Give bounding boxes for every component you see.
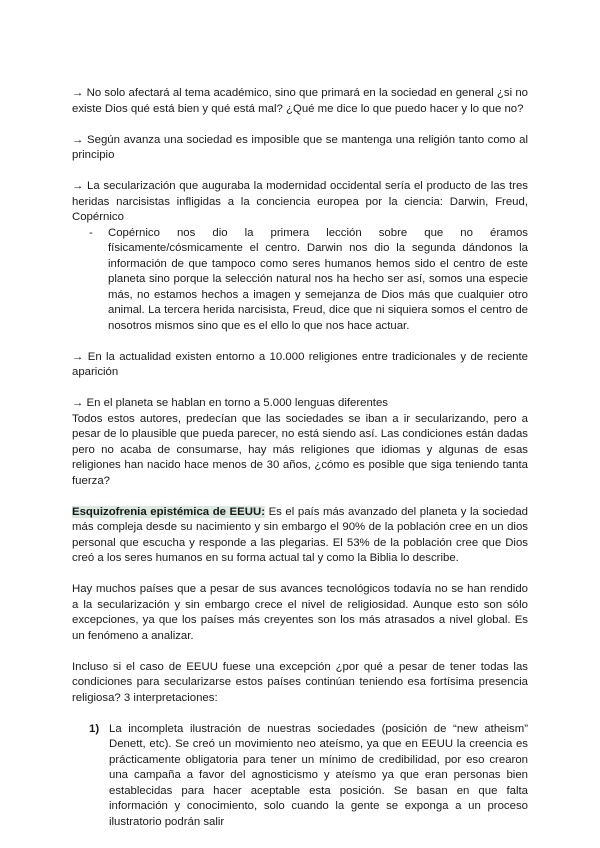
paragraph-society-advances: → Según avanza una sociedad es imposible que se mantenga una religión tanto como al principio (72, 133, 528, 161)
list-text-incomplete-enlightenment: La incompleta ilustración de nuestras sociedades (posición de “new atheism” Denett, etc). Se creó un movimiento neo ateísmo, ya que en EEUU la creencia es prácticamente obligatoria para tener un mínimo de credibilidad, por eso crearon una campaña a favor del agnosticismo y ateísmo ya que eran personas bien establecidas para hacer aceptable esta posición. Se basan en que falta información y conocimiento, solo cuando la gente se exponga a un proceso ilustratorio podrán salir (109, 722, 528, 828)
bullet-dash: - (89, 226, 93, 239)
paragraph-religions-count: → En la actualidad existen entorno a 10.000 religiones entre tradicionales y de reciente aparición (72, 350, 528, 378)
paragraph-languages-line: → En el planeta se hablan en torno a 5.000 lenguas diferentes (72, 397, 389, 409)
paragraph-academic-impact: → No solo afectará al tema académico, sino que primará en la sociedad en general ¿si no existe Dios qué está bien y qué está mal? ¿Qué me dice lo que puedo hacer y lo que no? (72, 87, 528, 115)
paragraph-usa-body: Es el país más avanzado del planeta y la sociedad más compleja desde su nacimiento y sin embargo el 90% de la población cree en un dios personal que escucha y responde a las plegarias. El 53% de la población cree que Dios creó a los seres humanos en su forma actual tal y como la Biblia lo describe. (72, 505, 528, 564)
list-item (72, 226, 528, 335)
bullet-text-copernicus: Copérnico nos dio la primera lección sobre que no éramos físicamente/cósmicamente el centro. Darwin nos dio la segunda dándonos la información de que tampoco como seres humanos hemos sido el centro de este planeta sino porque la selección natural nos ha hecho ser así, somos una especie más, no estamos hechos a imagen y semejanza de Dios más que cualquier otro animal. La tercera herida narcisista, Freud, dice que ni siquiera somos el centro de nosotros mismos sino que es el ello lo que nos hace actuar. (108, 226, 528, 332)
paragraph-secularization-authors: Todos estos autores, predecían que las sociedades se iban a ir secularizando, pero a pesar de lo plausible que pueda parecer, no está siendo así. Las condiciones están dadas pero no acaba de consumarse, hay más religiones que idiomas y algunas de esas religiones han nacido hace menos de 30 años, ¿cómo es posible que siga teniendo tanta fuerza? (72, 412, 528, 487)
section-heading-highlight: Esquizofrenia epistémica de EEUU: (72, 505, 265, 518)
paragraph-epistemic-schizophrenia (72, 505, 528, 567)
list-number: 1) (89, 722, 100, 735)
paragraph-narcissistic-wounds: → La secularización que auguraba la modernidad occidental sería el producto de las tres heridas narcisistas infligidas a la conciencia europea por la ciencia: Darwin, Freud, Copérnico (72, 180, 528, 223)
list-item (72, 722, 528, 831)
paragraph-three-interpretations: Incluso si el caso de EEUU fuese una excepción ¿por qué a pesar de tener todas las condiciones para secularizarse estos países continúan teniendo esa fortísima presencia religiosa? 3 interpretaciones: (72, 660, 528, 704)
paragraph-tech-countries: Hay muchos países que a pesar de sus avances tecnológicos todavía no se han rendido a la secularización y sin embargo crece el nivel de religiosidad. Aunque esto son sólo excepciones, ya que los países más creyentes son los más atrasados a nivel global. Es un fenómeno a analizar. (72, 583, 528, 642)
